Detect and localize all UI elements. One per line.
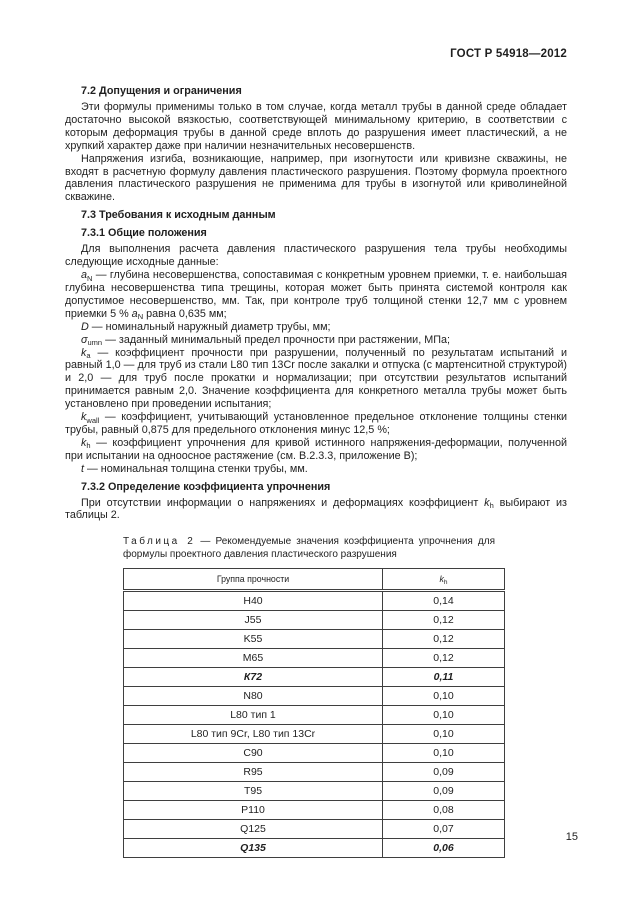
grade-cell: J55	[124, 611, 383, 630]
grade-cell: P110	[124, 801, 383, 820]
grade-cell: K55	[124, 630, 383, 649]
kh-cell: 0,12	[383, 611, 505, 630]
grade-cell: Q135	[124, 839, 383, 858]
para-kh-selection: При отсутствии информации о напряжениях и деформациях коэффициент $k_h$ выбирают из таблицы 2.	[65, 496, 567, 522]
table-row	[124, 801, 505, 820]
grade-cell: H40	[124, 591, 383, 611]
grade-cell: N80	[124, 687, 383, 706]
table-row	[124, 782, 505, 801]
def-k-wall: $k_{wall}$ — коэффициент, учитывающий установленное предельное отклонение толщины стенки трубы, равный 0,875 для предельного отклонения минус 12,5 %;	[65, 411, 567, 436]
kh-cell: 0,14	[383, 591, 505, 611]
kh-cell: 0,10	[383, 725, 505, 744]
kh-cell: 0,10	[383, 687, 505, 706]
grade-cell: T95	[124, 782, 383, 801]
table-row	[124, 763, 505, 782]
kh-cell: 0,12	[383, 649, 505, 668]
heading-7-2: 7.2 Допущения и ограничения	[81, 85, 242, 97]
heading-7-3-2: 7.3.2 Определение коэффициента упрочнения	[81, 480, 331, 493]
column-header-kh: $k_h$	[383, 569, 505, 591]
hardening-coefficient-table	[123, 568, 505, 858]
column-header-grade: Группа прочности	[124, 569, 383, 591]
para-assumptions-1: Эти формулы применимы только в том случае, когда металл трубы в данной среде обладает достаточно высокой вязкостью, соответствующей минимальному критерию, в соответствии с которым деформация трубы в данной среде вплоть до разрушения имеет пластический, а не хрупкий характер даже при наличии незначительных несовершенств.	[65, 101, 567, 152]
kh-cell: 0,12	[383, 630, 505, 649]
grade-cell: C90	[124, 744, 383, 763]
table-header	[124, 569, 505, 591]
table-row	[124, 706, 505, 725]
table-row	[124, 725, 505, 744]
grade-cell: L80 тип 9Cr, L80 тип 13Cr	[124, 725, 383, 744]
table-body	[124, 591, 505, 858]
kh-cell: 0,09	[383, 763, 505, 782]
table-row	[124, 611, 505, 630]
para-assumptions-2: Напряжения изгиба, возникающие, например, при изогнутости или кривизне скважины, не входят в расчетную формулу давления пластического разрушения. Поэтому формула проектного давления пластического разрушения не применима для трубы в изогнутой или криволинейной скважине.	[65, 152, 567, 204]
table-row	[124, 687, 505, 706]
table-caption-label: Таблица 2	[123, 536, 196, 548]
text-blocks	[65, 85, 567, 522]
document-code-header: ГОСТ Р 54918—2012	[450, 48, 567, 60]
kh-cell: 0,08	[383, 801, 505, 820]
grade-cell: M65	[124, 649, 383, 668]
kh-cell: 0,10	[383, 744, 505, 763]
table-2-caption	[123, 536, 495, 561]
grade-cell: Q125	[124, 820, 383, 839]
heading-7-3-1: 7.3.1 Общие положения	[81, 227, 207, 240]
document-body	[65, 80, 567, 858]
page-number: 15	[565, 831, 578, 843]
table-caption-text: — Рекомендуемые значения коэффициента упрочнения для формулы проектного давления пластического разрушения	[123, 536, 495, 560]
def-k-a: $k_a$ — коэффициент прочности при разрушении, полученный по результатам испытаний и равный 1,0 — для труб из стали L80 тип 13Cr после закалки и отпуска (с мартенситной структурой) и 2,0 — для труб после прокатки и нормализации; при отсутствии результатов испытаний принимается равным 2,0. Значение коэффициента для конкретного металла трубы может быть установлено при проведении испытания;	[65, 346, 567, 411]
table-row	[124, 649, 505, 668]
grade-cell: К72	[124, 668, 383, 687]
def-t: t — номинальная толщина стенки трубы, мм.	[81, 462, 308, 475]
kh-cell: 0,09	[383, 782, 505, 801]
table-row	[124, 630, 505, 649]
grade-cell: L80 тип 1	[124, 706, 383, 725]
kh-cell: 0,06	[383, 839, 505, 858]
grade-cell: R95	[124, 763, 383, 782]
table-row	[124, 744, 505, 763]
kh-cell: 0,11	[383, 668, 505, 687]
def-sigma-umn: $\sigma_{umn}$ — заданный минимальный предел прочности при растяжении, МПа;	[81, 333, 450, 348]
def-a-n: $a_N$ — глубина несовершенства, сопоставимая с конкретным уровнем приемки, т. е. наибольшая глубина несовершенства типа трещины, которая может быть принята системой контроля как допустимое несовершенство, мм. Так, при контроле труб толщиной стенки 12,7 мм с уровнем приемки 5 % $a_N$ равна 0,635 мм;	[65, 269, 567, 322]
kh-cell: 0,10	[383, 706, 505, 725]
table-row	[124, 591, 505, 611]
table-row	[124, 668, 505, 687]
heading-7-3: 7.3 Требования к исходным данным	[81, 209, 276, 222]
def-d: D — номинальный наружный диаметр трубы, мм;	[81, 320, 331, 333]
kh-cell: 0,07	[383, 820, 505, 839]
table-2-area	[123, 536, 505, 858]
para-input-data: Для выполнения расчета давления пластического разрушения тела трубы необходимы следующие исходные данные:	[65, 243, 567, 269]
def-k-h: $k_h$ — коэффициент упрочнения для кривой истинного напряжения-деформации, полученной при испытании на одноосное растяжение (см. В.2.3.3, приложение В);	[65, 436, 567, 462]
